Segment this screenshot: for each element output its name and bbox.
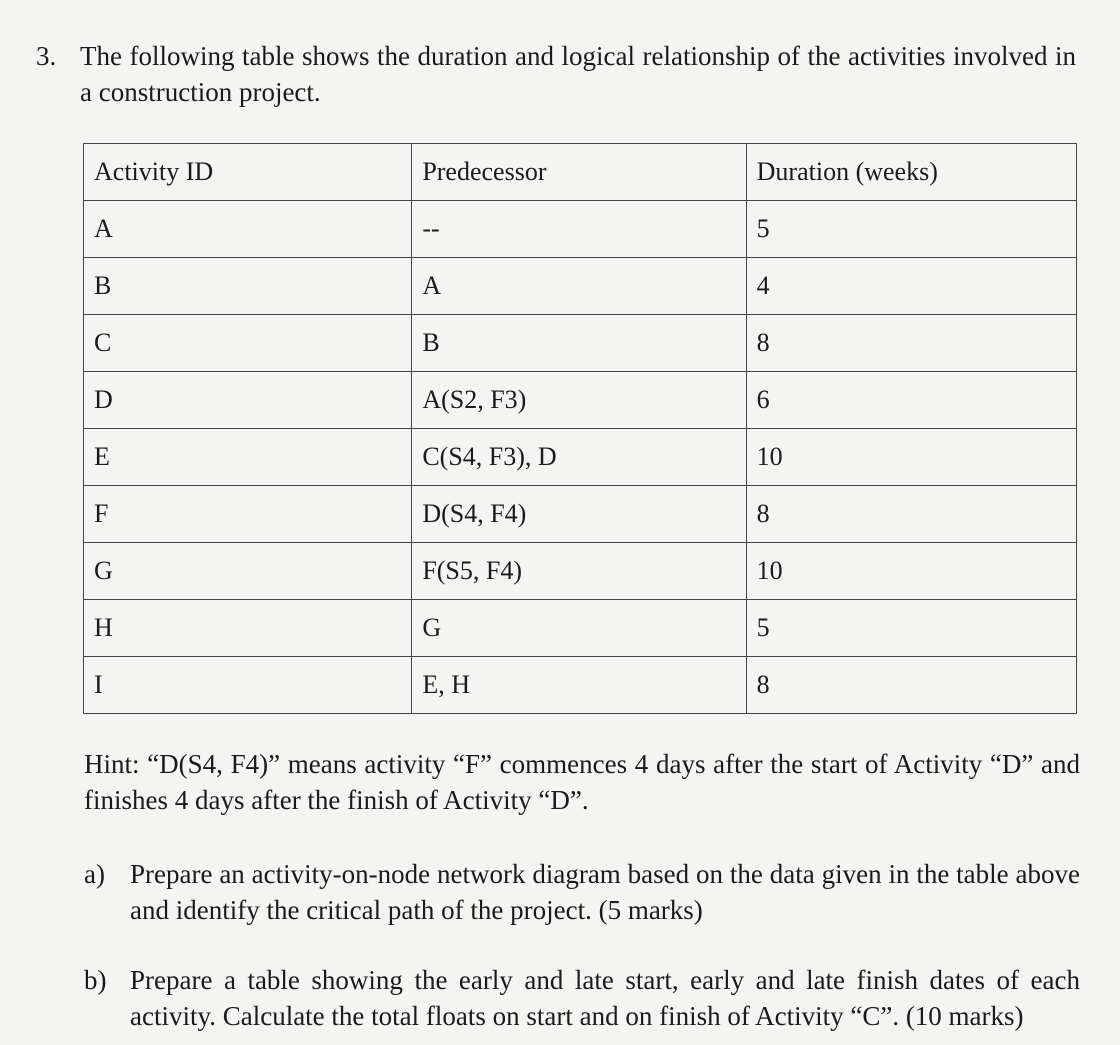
- cell-predecessor: D(S4, F4): [412, 486, 746, 543]
- cell-duration: 8: [746, 315, 1076, 372]
- table-row: [84, 258, 1077, 315]
- question-number: 3.: [36, 41, 57, 71]
- cell-duration: 8: [746, 657, 1076, 714]
- table-row: [84, 372, 1077, 429]
- cell-predecessor: A: [412, 258, 746, 315]
- cell-duration: 6: [746, 372, 1076, 429]
- table-row: [84, 657, 1077, 714]
- table-row: [84, 486, 1077, 543]
- cell-predecessor: E, H: [412, 657, 746, 714]
- cell-duration: 8: [746, 486, 1076, 543]
- table-row: [84, 543, 1077, 600]
- cell-activity: E: [84, 429, 412, 486]
- part-a-label: a): [84, 859, 105, 889]
- table-row: [84, 600, 1077, 657]
- cell-duration: 10: [746, 429, 1076, 486]
- question-3: [36, 38, 1076, 110]
- cell-activity: I: [84, 657, 412, 714]
- hint-text: Hint: “D(S4, F4)” means activity “F” commences 4 days after the start of Activity “D” and finishes 4 days after the finish of Activity “D”.: [84, 749, 1080, 815]
- activity-table: [83, 143, 1077, 714]
- cell-predecessor: C(S4, F3), D: [412, 429, 746, 486]
- cell-predecessor: F(S5, F4): [412, 543, 746, 600]
- table-row: [84, 315, 1077, 372]
- header-predecessor: Predecessor: [412, 144, 746, 201]
- part-a-text: Prepare an activity-on-node network diagram based on the data given in the table above and identify the critical path of the project. (5 marks): [130, 859, 1080, 925]
- cell-duration: 5: [746, 600, 1076, 657]
- cell-duration: 5: [746, 201, 1076, 258]
- part-b: [84, 962, 1080, 1034]
- cell-duration: 10: [746, 543, 1076, 600]
- cell-activity: A: [84, 201, 412, 258]
- table-row: [84, 201, 1077, 258]
- cell-activity: D: [84, 372, 412, 429]
- header-activity-id: Activity ID: [84, 144, 412, 201]
- cell-predecessor: --: [412, 201, 746, 258]
- cell-activity: H: [84, 600, 412, 657]
- cell-activity: G: [84, 543, 412, 600]
- question-text: The following table shows the duration and logical relationship of the activities involved in a construction project.: [80, 41, 1076, 107]
- cell-duration: 4: [746, 258, 1076, 315]
- part-b-label: b): [84, 965, 107, 995]
- part-b-text: Prepare a table showing the early and late start, early and late finish dates of each activity. Calculate the total floats on start and on finish of Activity “C”. (10 marks): [130, 965, 1080, 1031]
- table-row: [84, 429, 1077, 486]
- cell-predecessor: A(S2, F3): [412, 372, 746, 429]
- cell-activity: F: [84, 486, 412, 543]
- part-a: [84, 856, 1080, 928]
- cell-predecessor: B: [412, 315, 746, 372]
- header-duration: Duration (weeks): [746, 144, 1076, 201]
- table-header-row: [84, 144, 1077, 201]
- cell-activity: B: [84, 258, 412, 315]
- cell-activity: C: [84, 315, 412, 372]
- cell-predecessor: G: [412, 600, 746, 657]
